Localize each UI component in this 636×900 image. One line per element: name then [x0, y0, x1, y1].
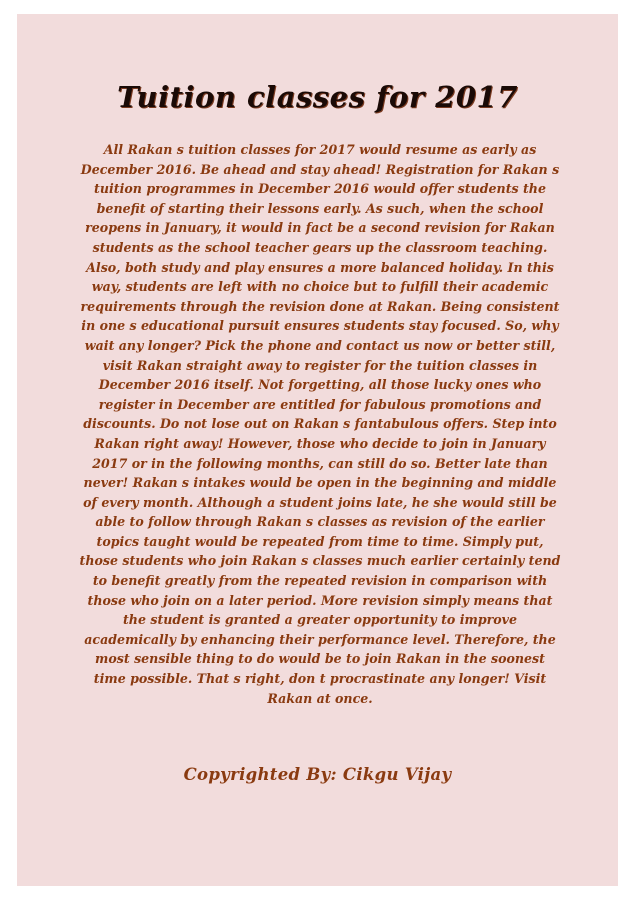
- document-body: All Rakan s tuition classes for 2017 would resume as early as December 2016. Be ahead and stay ahead! Registration for Rakan s tuition programmes in December 2016 would offer students the benefit of starting their lessons early. As such, when the school reopens in January, it would in fact be a second revision for Rakan students as the school teacher gears up the classroom teaching. Also, both study and play ensures a more balanced holiday. In this way, students are left with no choice but to fulfill their academic requirements through the revision done at Rakan. Being consistent in one s educational pursuit ensures students stay focused. So, why wait any longer? Pick the phone and contact us now or better still, visit Rakan straight away to register for the tuition classes in December 2016 itself. Not forgetting, all those lucky ones who register in December are entitled for fabulous promotions and discounts. Do not lose out on Rakan s fantabulous offers. Step into Rakan right away! However, those who decide to join in January 2017 or in the following months, can still do so. Better late than never! Rakan s intakes would be open in the beginning and middle of every month. Although a student joins late, he she would still be able to follow through Rakan s classes as revision of the earlier topics taught would be repeated from time to time. Simply put, those students who join Rakan s classes much earlier certainly tend to benefit greatly from the repeated revision in comparison with those who join on a later period. More revision simply means that the student is granted a greater opportunity to improve academically by enhancing their performance level. Therefore, the most sensible thing to do would be to join Rakan in the soonest time possible. That s right, don t procrastinate any longer! Visit Rakan at once.: [79, 142, 561, 706]
- document-page: [17, 14, 618, 886]
- copyright-line: Copyrighted By: Cikgu Vijay: [183, 765, 452, 784]
- document-title: Tuition classes for 2017: [117, 80, 518, 114]
